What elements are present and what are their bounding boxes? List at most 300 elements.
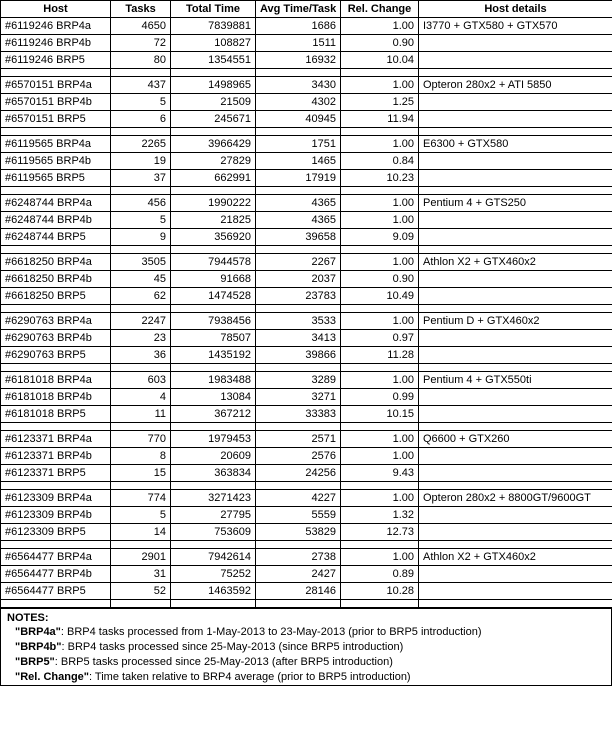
group-spacer-row (1, 600, 612, 608)
cell-tasks: 2265 (111, 136, 171, 153)
spacer-cell (341, 305, 419, 313)
cell-total-time: 20609 (171, 448, 256, 465)
note-term: "BRP4a" (15, 626, 61, 638)
cell-tasks: 603 (111, 372, 171, 389)
cell-host-details (419, 94, 612, 111)
table-row (1, 313, 612, 330)
cell-tasks: 6 (111, 111, 171, 128)
cell-total-time: 7938456 (171, 313, 256, 330)
cell-rel-change: 1.25 (341, 94, 419, 111)
spacer-cell (419, 364, 612, 372)
spacer-cell (256, 187, 341, 195)
cell-avg-time: 40945 (256, 111, 341, 128)
group-spacer-row (1, 541, 612, 549)
spacer-cell (256, 600, 341, 608)
cell-rel-change: 0.90 (341, 35, 419, 52)
spacer-cell (419, 69, 612, 77)
cell-avg-time: 4227 (256, 490, 341, 507)
spacer-cell (256, 423, 341, 431)
cell-total-time: 1990222 (171, 195, 256, 212)
cell-avg-time: 1751 (256, 136, 341, 153)
cell-rel-change: 10.15 (341, 406, 419, 423)
note-line (1, 625, 611, 640)
cell-rel-change: 0.90 (341, 271, 419, 288)
cell-host: #6123371 BRP4a (1, 431, 111, 448)
cell-host: #6123309 BRP4a (1, 490, 111, 507)
cell-host: #6119565 BRP4b (1, 153, 111, 170)
cell-avg-time: 2738 (256, 549, 341, 566)
cell-rel-change: 9.09 (341, 229, 419, 246)
cell-host: #6248744 BRP4a (1, 195, 111, 212)
table-row (1, 18, 612, 35)
table-row (1, 583, 612, 600)
cell-total-time: 1435192 (171, 347, 256, 364)
cell-total-time: 108827 (171, 35, 256, 52)
spacer-cell (341, 364, 419, 372)
spacer-cell (341, 128, 419, 136)
cell-host: #6290763 BRP4a (1, 313, 111, 330)
note-text: : BRP4 tasks processed since 25-May-2013 (since BRP5 introduction) (61, 641, 404, 653)
group-spacer-row (1, 69, 612, 77)
cell-host-details (419, 347, 612, 364)
column-header-total-time: Total Time (171, 1, 256, 18)
spacer-cell (256, 364, 341, 372)
cell-host: #6564477 BRP5 (1, 583, 111, 600)
spacer-cell (341, 541, 419, 549)
note-line (1, 655, 611, 670)
cell-host: #6181018 BRP4a (1, 372, 111, 389)
cell-total-time: 7944578 (171, 254, 256, 271)
cell-host-details (419, 35, 612, 52)
spacer-cell (111, 541, 171, 549)
spacer-cell (111, 246, 171, 254)
cell-avg-time: 4302 (256, 94, 341, 111)
cell-rel-change: 1.00 (341, 431, 419, 448)
cell-host-details (419, 389, 612, 406)
cell-total-time: 1354551 (171, 52, 256, 69)
cell-tasks: 437 (111, 77, 171, 94)
cell-avg-time: 3430 (256, 77, 341, 94)
spacer-cell (111, 305, 171, 313)
table-row (1, 271, 612, 288)
spacer-cell (1, 541, 111, 549)
table-body (1, 18, 612, 608)
table-row (1, 52, 612, 69)
cell-host: #6564477 BRP4b (1, 566, 111, 583)
cell-host-details (419, 524, 612, 541)
cell-host: #6123371 BRP5 (1, 465, 111, 482)
cell-rel-change: 12.73 (341, 524, 419, 541)
cell-total-time: 78507 (171, 330, 256, 347)
cell-rel-change: 11.94 (341, 111, 419, 128)
table-row (1, 195, 612, 212)
cell-host-details (419, 271, 612, 288)
cell-rel-change: 0.84 (341, 153, 419, 170)
cell-rel-change: 11.28 (341, 347, 419, 364)
note-term: "Rel. Change" (15, 671, 89, 683)
cell-host-details: I3770 + GTX580 + GTX570 (419, 18, 612, 35)
cell-rel-change: 1.00 (341, 372, 419, 389)
cell-host: #6290763 BRP5 (1, 347, 111, 364)
cell-avg-time: 1465 (256, 153, 341, 170)
table-row (1, 170, 612, 187)
table-row (1, 35, 612, 52)
cell-total-time: 3271423 (171, 490, 256, 507)
cell-total-time: 75252 (171, 566, 256, 583)
cell-tasks: 62 (111, 288, 171, 305)
column-header-host-details: Host details (419, 1, 612, 18)
cell-rel-change: 1.32 (341, 507, 419, 524)
cell-tasks: 5 (111, 507, 171, 524)
cell-host-details (419, 52, 612, 69)
cell-rel-change: 1.00 (341, 195, 419, 212)
cell-tasks: 52 (111, 583, 171, 600)
cell-host: #6618250 BRP4b (1, 271, 111, 288)
spacer-cell (419, 187, 612, 195)
spacer-cell (171, 600, 256, 608)
cell-avg-time: 33383 (256, 406, 341, 423)
spacer-cell (341, 246, 419, 254)
column-header-avg-time: Avg Time/Task (256, 1, 341, 18)
spacer-cell (419, 246, 612, 254)
table-header (1, 1, 612, 18)
cell-avg-time: 3289 (256, 372, 341, 389)
spacer-cell (111, 482, 171, 490)
cell-avg-time: 53829 (256, 524, 341, 541)
cell-rel-change: 10.23 (341, 170, 419, 187)
cell-avg-time: 39866 (256, 347, 341, 364)
cell-host-details: Opteron 280x2 + 8800GT/9600GT (419, 490, 612, 507)
table-row (1, 389, 612, 406)
cell-rel-change: 0.99 (341, 389, 419, 406)
spacer-cell (1, 364, 111, 372)
spacer-cell (171, 364, 256, 372)
cell-avg-time: 17919 (256, 170, 341, 187)
cell-tasks: 19 (111, 153, 171, 170)
cell-total-time: 753609 (171, 524, 256, 541)
cell-host-details: Pentium 4 + GTS250 (419, 195, 612, 212)
cell-tasks: 45 (111, 271, 171, 288)
group-spacer-row (1, 187, 612, 195)
cell-tasks: 770 (111, 431, 171, 448)
cell-rel-change: 1.00 (341, 18, 419, 35)
cell-host: #6564477 BRP4a (1, 549, 111, 566)
cell-rel-change: 0.89 (341, 566, 419, 583)
cell-tasks: 4650 (111, 18, 171, 35)
spacer-cell (1, 305, 111, 313)
table-row (1, 431, 612, 448)
cell-tasks: 774 (111, 490, 171, 507)
table-row (1, 507, 612, 524)
spacer-cell (171, 187, 256, 195)
table-row (1, 490, 612, 507)
cell-host-details (419, 111, 612, 128)
spacer-cell (256, 305, 341, 313)
cell-host-details: Q6600 + GTX260 (419, 431, 612, 448)
cell-host: #6618250 BRP4a (1, 254, 111, 271)
cell-host-details (419, 507, 612, 524)
cell-host-details (419, 229, 612, 246)
spacer-cell (419, 423, 612, 431)
group-spacer-row (1, 246, 612, 254)
cell-avg-time: 1511 (256, 35, 341, 52)
note-term: "BRP5" (15, 656, 55, 668)
note-text: : Time taken relative to BRP4 average (prior to BRP5 introduction) (89, 671, 411, 683)
cell-host: #6119246 BRP5 (1, 52, 111, 69)
spacer-cell (171, 423, 256, 431)
cell-tasks: 80 (111, 52, 171, 69)
cell-host-details: E6300 + GTX580 (419, 136, 612, 153)
cell-host: #6123371 BRP4b (1, 448, 111, 465)
cell-avg-time: 5559 (256, 507, 341, 524)
cell-avg-time: 4365 (256, 212, 341, 229)
cell-total-time: 1463592 (171, 583, 256, 600)
table-header-row (1, 1, 612, 18)
table-row (1, 288, 612, 305)
table-row (1, 77, 612, 94)
cell-avg-time: 2267 (256, 254, 341, 271)
spacer-cell (171, 128, 256, 136)
group-spacer-row (1, 128, 612, 136)
cell-host: #6123309 BRP4b (1, 507, 111, 524)
cell-host-details (419, 288, 612, 305)
table-row (1, 229, 612, 246)
note-text: : BRP5 tasks processed since 25-May-2013 (after BRP5 introduction) (54, 656, 393, 668)
notes-block (0, 608, 612, 686)
table-row (1, 566, 612, 583)
table-row (1, 549, 612, 566)
spacer-cell (341, 423, 419, 431)
spacer-cell (111, 364, 171, 372)
cell-host-details (419, 330, 612, 347)
group-spacer-row (1, 305, 612, 313)
spacer-cell (419, 305, 612, 313)
spacer-cell (341, 187, 419, 195)
spacer-cell (1, 246, 111, 254)
cell-host-details (419, 170, 612, 187)
cell-host-details: Athlon X2 + GTX460x2 (419, 549, 612, 566)
column-header-tasks: Tasks (111, 1, 171, 18)
cell-total-time: 7839881 (171, 18, 256, 35)
cell-host: #6570151 BRP4b (1, 94, 111, 111)
spacer-cell (1, 423, 111, 431)
spacer-cell (1, 600, 111, 608)
table-row (1, 212, 612, 229)
cell-avg-time: 4365 (256, 195, 341, 212)
cell-avg-time: 2571 (256, 431, 341, 448)
cell-rel-change: 1.00 (341, 448, 419, 465)
table-row (1, 111, 612, 128)
cell-host-details: Athlon X2 + GTX460x2 (419, 254, 612, 271)
spacer-cell (341, 600, 419, 608)
cell-avg-time: 3533 (256, 313, 341, 330)
cell-rel-change: 10.49 (341, 288, 419, 305)
column-header-host: Host (1, 1, 111, 18)
cell-tasks: 37 (111, 170, 171, 187)
cell-host: #6181018 BRP5 (1, 406, 111, 423)
group-spacer-row (1, 482, 612, 490)
cell-avg-time: 28146 (256, 583, 341, 600)
group-spacer-row (1, 364, 612, 372)
cell-tasks: 14 (111, 524, 171, 541)
cell-host: #6119565 BRP5 (1, 170, 111, 187)
cell-total-time: 1498965 (171, 77, 256, 94)
spacer-cell (1, 482, 111, 490)
cell-tasks: 31 (111, 566, 171, 583)
cell-host: #6290763 BRP4b (1, 330, 111, 347)
cell-tasks: 36 (111, 347, 171, 364)
column-header-rel-change: Rel. Change (341, 1, 419, 18)
spacer-cell (341, 69, 419, 77)
table-row (1, 254, 612, 271)
cell-host-details (419, 583, 612, 600)
table-row (1, 330, 612, 347)
cell-tasks: 5 (111, 212, 171, 229)
cell-rel-change: 1.00 (341, 549, 419, 566)
spacer-cell (419, 600, 612, 608)
note-text: : BRP4 tasks processed from 1-May-2013 to 23-May-2013 (prior to BRP5 introduction) (60, 626, 482, 638)
table-row (1, 153, 612, 170)
cell-tasks: 72 (111, 35, 171, 52)
cell-tasks: 2901 (111, 549, 171, 566)
spacer-cell (1, 187, 111, 195)
cell-rel-change: 1.00 (341, 313, 419, 330)
cell-host-details (419, 566, 612, 583)
cell-total-time: 662991 (171, 170, 256, 187)
spacer-cell (419, 482, 612, 490)
cell-total-time: 7942614 (171, 549, 256, 566)
cell-tasks: 2247 (111, 313, 171, 330)
notes-title: NOTES: (7, 612, 49, 624)
spacer-cell (256, 69, 341, 77)
spacer-cell (419, 128, 612, 136)
cell-total-time: 21825 (171, 212, 256, 229)
cell-host: #6181018 BRP4b (1, 389, 111, 406)
cell-rel-change: 1.00 (341, 136, 419, 153)
cell-host-details (419, 212, 612, 229)
spacer-cell (111, 600, 171, 608)
cell-avg-time: 2037 (256, 271, 341, 288)
cell-total-time: 27829 (171, 153, 256, 170)
note-term: "BRP4b" (15, 641, 62, 653)
cell-total-time: 13084 (171, 389, 256, 406)
cell-avg-time: 16932 (256, 52, 341, 69)
cell-host: #6570151 BRP5 (1, 111, 111, 128)
cell-rel-change: 1.00 (341, 490, 419, 507)
spacer-cell (111, 187, 171, 195)
table-row (1, 94, 612, 111)
table-row (1, 136, 612, 153)
note-line (1, 670, 611, 685)
cell-rel-change: 10.04 (341, 52, 419, 69)
spacer-cell (256, 246, 341, 254)
cell-host-details (419, 153, 612, 170)
cell-tasks: 9 (111, 229, 171, 246)
table-row (1, 524, 612, 541)
cell-tasks: 3505 (111, 254, 171, 271)
spacer-cell (171, 541, 256, 549)
cell-total-time: 21509 (171, 94, 256, 111)
cell-avg-time: 1686 (256, 18, 341, 35)
notes-lines (1, 625, 611, 685)
cell-tasks: 11 (111, 406, 171, 423)
table-row (1, 372, 612, 389)
spacer-cell (419, 541, 612, 549)
cell-rel-change: 0.97 (341, 330, 419, 347)
cell-total-time: 356920 (171, 229, 256, 246)
spacer-cell (256, 128, 341, 136)
spacer-cell (171, 246, 256, 254)
cell-host-details: Pentium D + GTX460x2 (419, 313, 612, 330)
group-spacer-row (1, 423, 612, 431)
cell-total-time: 1474528 (171, 288, 256, 305)
table-row (1, 406, 612, 423)
cell-rel-change: 10.28 (341, 583, 419, 600)
cell-host: #6119565 BRP4a (1, 136, 111, 153)
cell-host-details: Pentium 4 + GTX550ti (419, 372, 612, 389)
cell-tasks: 15 (111, 465, 171, 482)
table-row (1, 448, 612, 465)
cell-avg-time: 3413 (256, 330, 341, 347)
cell-tasks: 4 (111, 389, 171, 406)
cell-tasks: 23 (111, 330, 171, 347)
cell-host-details (419, 406, 612, 423)
spacer-cell (171, 69, 256, 77)
spacer-cell (1, 69, 111, 77)
cell-host: #6123309 BRP5 (1, 524, 111, 541)
cell-avg-time: 39658 (256, 229, 341, 246)
cell-tasks: 8 (111, 448, 171, 465)
cell-host: #6248744 BRP4b (1, 212, 111, 229)
cell-avg-time: 2576 (256, 448, 341, 465)
cell-total-time: 1983488 (171, 372, 256, 389)
cell-avg-time: 2427 (256, 566, 341, 583)
cell-avg-time: 24256 (256, 465, 341, 482)
cell-rel-change: 1.00 (341, 77, 419, 94)
cell-rel-change: 1.00 (341, 212, 419, 229)
note-line (1, 640, 611, 655)
cell-tasks: 5 (111, 94, 171, 111)
cell-host-details (419, 448, 612, 465)
spacer-cell (171, 482, 256, 490)
cell-rel-change: 9.43 (341, 465, 419, 482)
cell-host: #6119246 BRP4b (1, 35, 111, 52)
spacer-cell (111, 423, 171, 431)
table-row (1, 465, 612, 482)
cell-tasks: 456 (111, 195, 171, 212)
spacer-cell (111, 128, 171, 136)
cell-total-time: 245671 (171, 111, 256, 128)
cell-host: #6618250 BRP5 (1, 288, 111, 305)
cell-total-time: 3966429 (171, 136, 256, 153)
cell-host-details: Opteron 280x2 + ATI 5850 (419, 77, 612, 94)
cell-rel-change: 1.00 (341, 254, 419, 271)
cell-host: #6570151 BRP4a (1, 77, 111, 94)
spacer-cell (341, 482, 419, 490)
spacer-cell (1, 128, 111, 136)
spacer-cell (256, 541, 341, 549)
cell-total-time: 91668 (171, 271, 256, 288)
spacer-cell (111, 69, 171, 77)
spacer-cell (256, 482, 341, 490)
spacer-cell (171, 305, 256, 313)
cell-host-details (419, 465, 612, 482)
cell-total-time: 27795 (171, 507, 256, 524)
cell-host: #6248744 BRP5 (1, 229, 111, 246)
table-row (1, 347, 612, 364)
cell-host: #6119246 BRP4a (1, 18, 111, 35)
cell-total-time: 363834 (171, 465, 256, 482)
